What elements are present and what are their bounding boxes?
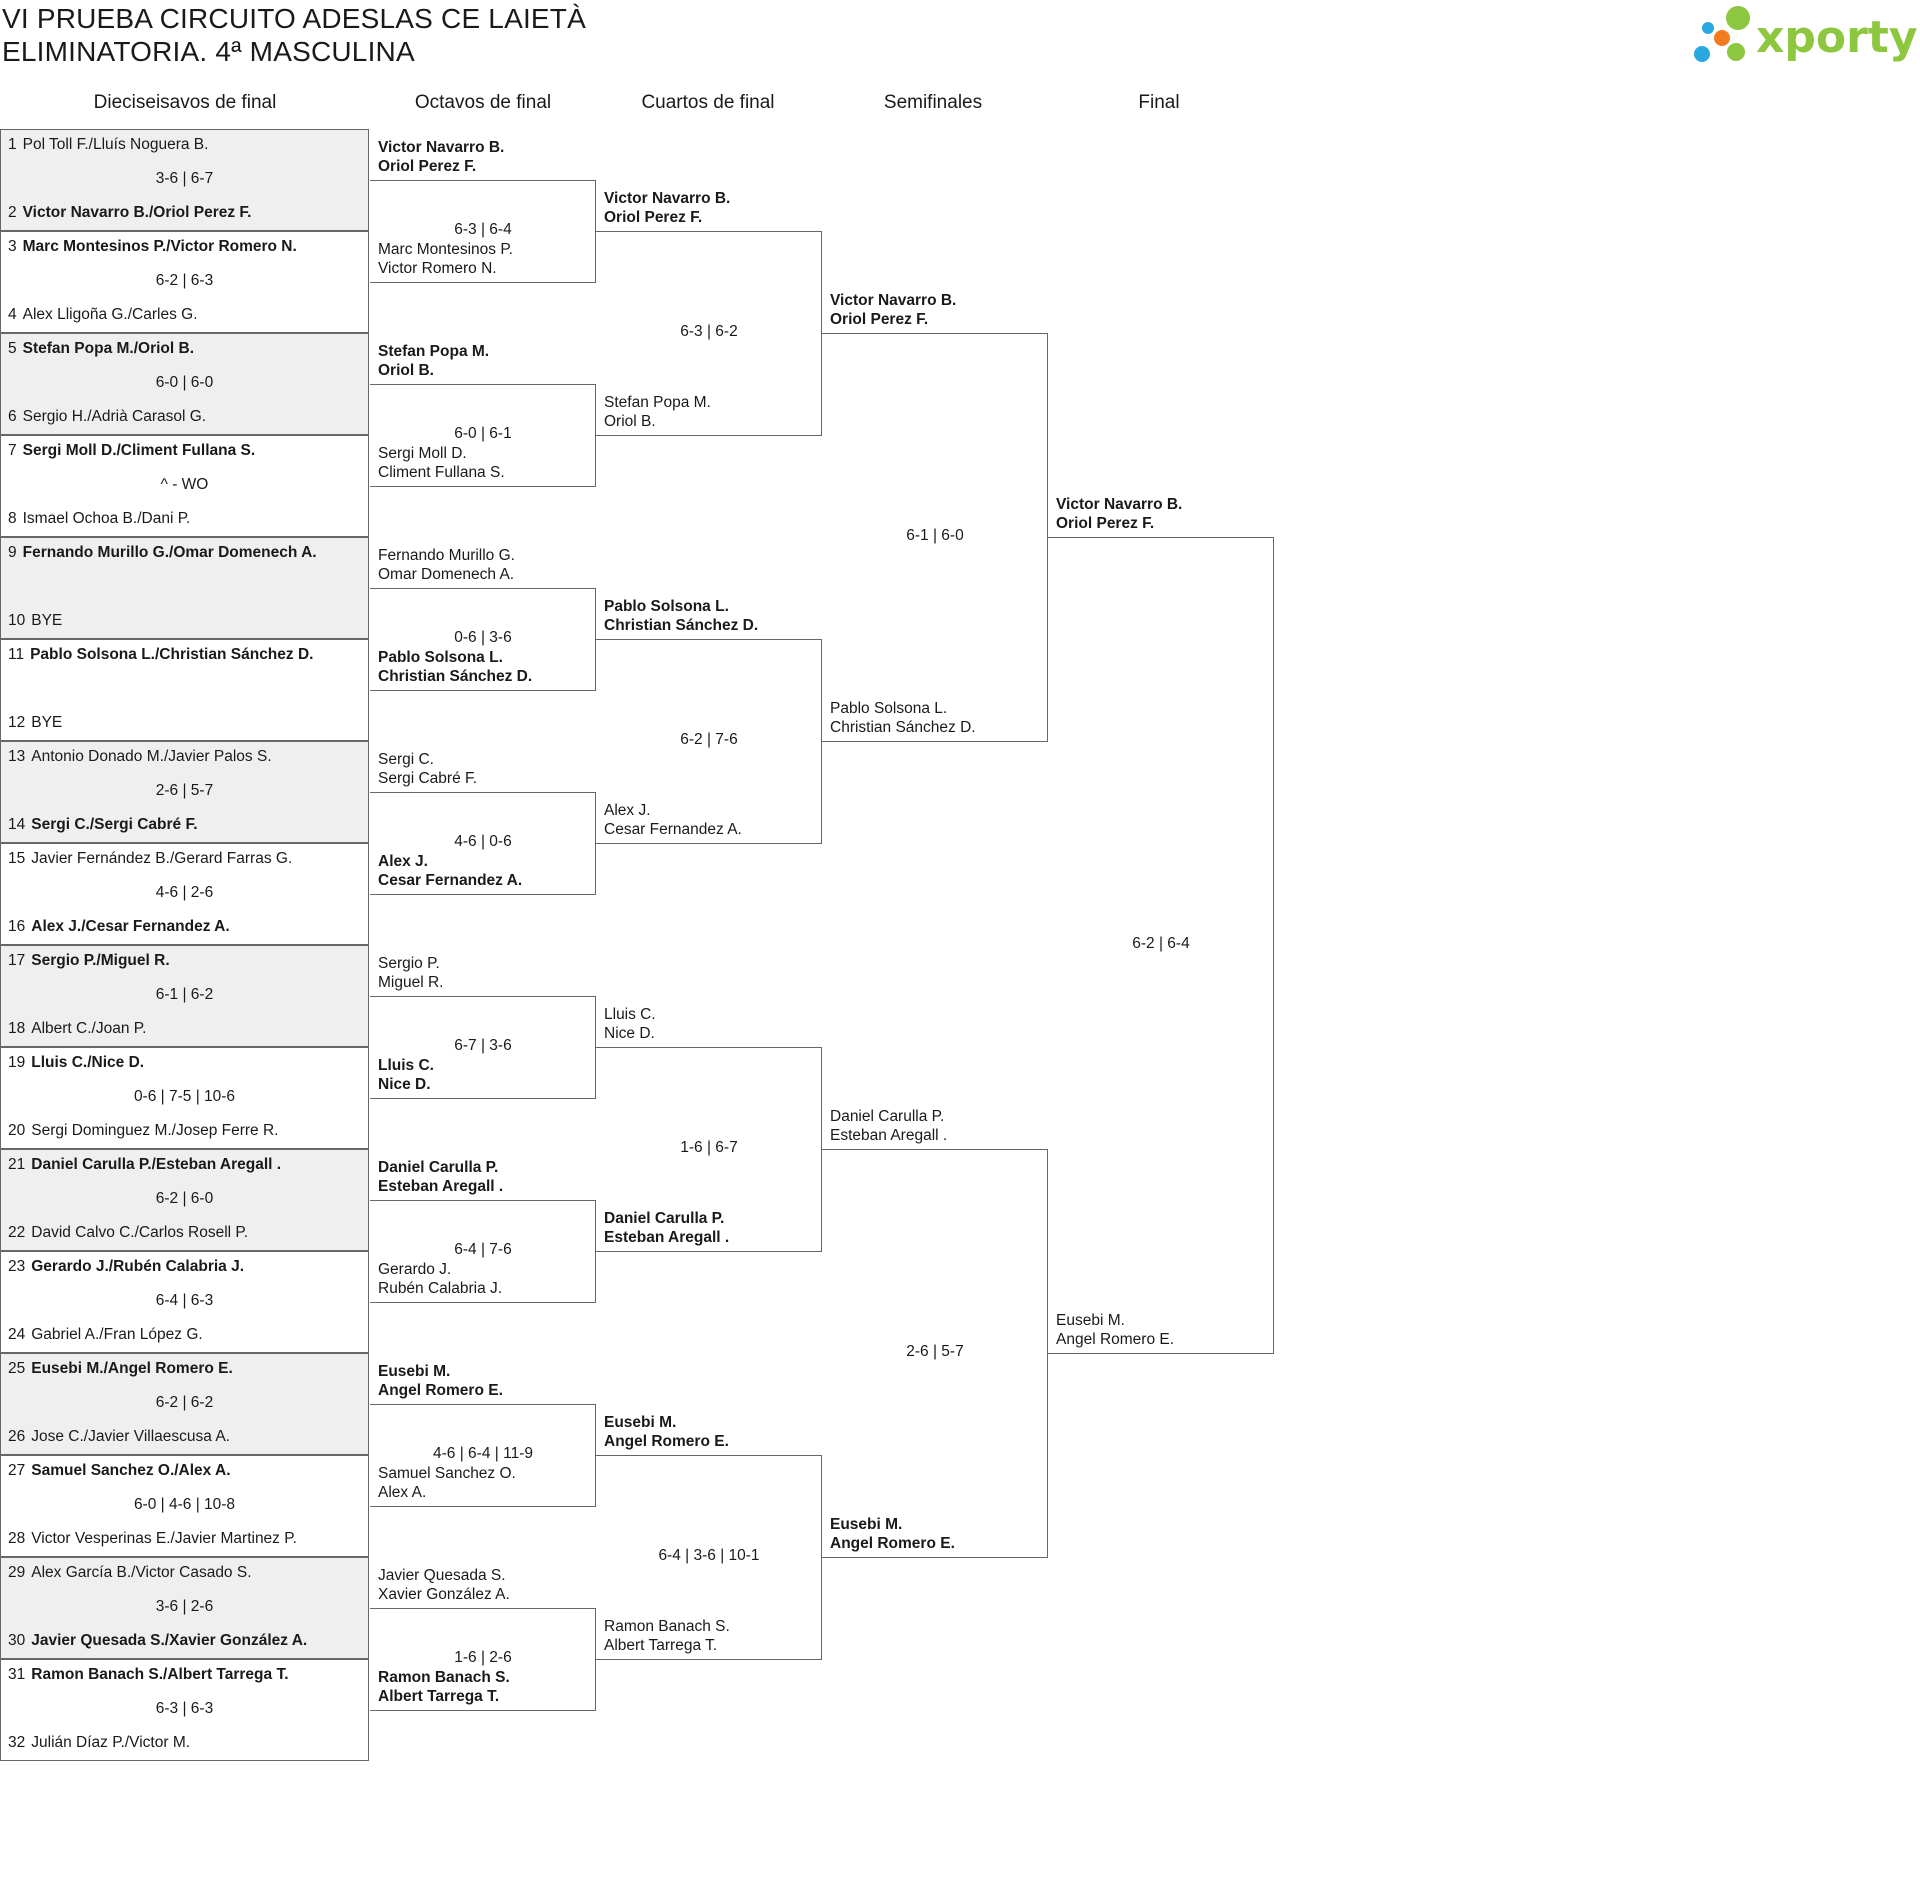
- seed-number: 4: [8, 306, 17, 323]
- team-entry: [8, 238, 297, 256]
- seed-number: 20: [8, 1122, 26, 1139]
- team-entry: [8, 1462, 231, 1480]
- match-score: 6-2 | 6-0: [155, 1190, 214, 1207]
- team-name: Albert C./Joan P.: [31, 1020, 147, 1037]
- team-player: Oriol B.: [604, 413, 656, 430]
- match-score: 6-2 | 6-2: [155, 1394, 214, 1411]
- team-name: Gabriel A./Fran López G.: [31, 1326, 203, 1343]
- team-name: Javier Fernández B./Gerard Farras G.: [31, 850, 293, 867]
- match-box: [0, 1557, 369, 1659]
- team-name: BYE: [31, 714, 63, 731]
- team-player: Angel Romero E.: [604, 1433, 729, 1450]
- team-name: Gerardo J./Rubén Calabria J.: [31, 1258, 245, 1275]
- team-player: Esteban Aregall .: [604, 1229, 730, 1246]
- team-player: Alex J.: [604, 802, 651, 819]
- seed-number: 24: [8, 1326, 26, 1343]
- seed-number: 3: [8, 238, 17, 255]
- team-player: Pablo Solsona L.: [378, 649, 503, 666]
- team-player: Ramon Banach S.: [378, 1669, 510, 1686]
- team-player: Sergi Cabré F.: [378, 770, 478, 787]
- seed-number: 22: [8, 1224, 26, 1241]
- team-name: Julián Díaz P./Victor M.: [31, 1734, 191, 1751]
- team-player: Christian Sánchez D.: [378, 668, 533, 685]
- seed-number: 5: [8, 340, 17, 357]
- match-box: [0, 1149, 369, 1251]
- team-player: Cesar Fernandez A.: [378, 872, 523, 889]
- match-box: [0, 537, 369, 639]
- team-name: Stefan Popa M./Oriol B.: [22, 340, 195, 357]
- match-score: 6-4 | 3-6 | 10-1: [658, 1547, 760, 1564]
- seed-number: 7: [8, 442, 17, 459]
- team-entry: [8, 1122, 278, 1140]
- match-box: [0, 945, 369, 1047]
- team-player: Angel Romero E.: [830, 1535, 955, 1552]
- team-entry: [8, 1156, 281, 1174]
- match-score: 0-6 | 7-5 | 10-6: [133, 1088, 236, 1105]
- team-player: Eusebi M.: [378, 1363, 451, 1380]
- team-name: Marc Montesinos P./Victor Romero N.: [22, 238, 297, 255]
- team-player: Albert Tarrega T.: [604, 1637, 718, 1654]
- seed-number: 10: [8, 612, 26, 629]
- team-player: Omar Domenech A.: [378, 566, 515, 583]
- team-entry: [8, 850, 292, 868]
- match-score: 0-6 | 3-6: [454, 629, 512, 646]
- team-player: Climent Fullana S.: [378, 464, 505, 481]
- team-player: Sergi C.: [378, 751, 434, 768]
- match-score: 6-7 | 3-6: [454, 1037, 512, 1054]
- seed-number: 27: [8, 1462, 26, 1479]
- seed-number: 9: [8, 544, 17, 561]
- team-name: Sergio H./Adrià Carasol G.: [22, 408, 207, 425]
- round-header: Dieciseisavos de final: [93, 92, 277, 113]
- seed-number: 15: [8, 850, 26, 867]
- seed-number: 21: [8, 1156, 26, 1173]
- team-entry: [8, 748, 272, 766]
- team-player: Victor Navarro B.: [378, 139, 505, 156]
- team-player: Stefan Popa M.: [604, 394, 711, 411]
- team-player: Pablo Solsona L.: [604, 598, 729, 615]
- match-score: 4-6 | 6-4 | 11-9: [433, 1445, 533, 1462]
- seed-number: 32: [8, 1734, 26, 1751]
- team-name: Sergi C./Sergi Cabré F.: [31, 816, 198, 833]
- seed-number: 28: [8, 1530, 26, 1547]
- match-score: 6-4 | 7-6: [454, 1241, 512, 1258]
- team-player: Angel Romero E.: [1056, 1331, 1175, 1348]
- match-box: [0, 1659, 369, 1761]
- team-player: Victor Navarro B.: [1056, 496, 1183, 513]
- team-name: Daniel Carulla P./Esteban Aregall .: [31, 1156, 282, 1173]
- xporty-logo-graphic: [1690, 2, 1920, 74]
- match-box: [0, 231, 369, 333]
- match-score: 6-2 | 7-6: [680, 731, 738, 748]
- team-name: Javier Quesada S./Xavier González A.: [31, 1632, 308, 1649]
- match-box: [0, 1455, 369, 1557]
- round-header: Octavos de final: [414, 92, 552, 113]
- team-name: Fernando Murillo G./Omar Domenech A.: [22, 544, 317, 561]
- team-name: Sergio P./Miguel R.: [31, 952, 170, 969]
- match-score: 6-2 | 6-4: [1132, 935, 1190, 952]
- team-entry: [8, 646, 313, 664]
- team-name: Alex García B./Victor Casado S.: [31, 1564, 252, 1581]
- team-entry: [8, 1360, 233, 1378]
- team-entry: [8, 1054, 144, 1072]
- team-name: Pablo Solsona L./Christian Sánchez D.: [30, 646, 314, 663]
- team-entry: [8, 1564, 252, 1582]
- team-player: Javier Quesada S.: [378, 1567, 506, 1584]
- team-entry: [8, 204, 251, 222]
- team-entry: [8, 612, 62, 630]
- team-entry: [8, 340, 194, 358]
- team-entry: [8, 1258, 244, 1276]
- team-name: BYE: [31, 612, 63, 629]
- seed-number: 2: [8, 204, 17, 221]
- team-player: Albert Tarrega T.: [378, 1688, 500, 1705]
- team-entry: [8, 1530, 297, 1548]
- match-score: ^ - WO: [160, 476, 209, 493]
- team-player: Sergi Moll D.: [378, 445, 467, 462]
- team-player: Esteban Aregall .: [378, 1178, 504, 1195]
- team-player: Marc Montesinos P.: [378, 241, 513, 258]
- team-entry: [8, 136, 208, 154]
- seed-number: 14: [8, 816, 26, 833]
- team-player: Miguel R.: [378, 974, 444, 991]
- team-name: Ramon Banach S./Albert Tarrega T.: [31, 1666, 289, 1683]
- team-player: Cesar Fernandez A.: [604, 821, 742, 838]
- match-box: [0, 1353, 369, 1455]
- team-name: Victor Vesperinas E./Javier Martinez P.: [31, 1530, 297, 1547]
- team-entry: [8, 442, 255, 460]
- title-line-2: ELIMINATORIA. 4ª MASCULINA: [2, 36, 415, 67]
- team-name: Sergi Moll D./Climent Fullana S.: [22, 442, 256, 459]
- xporty-logo: [1690, 2, 1920, 74]
- team-player: Angel Romero E.: [378, 1382, 503, 1399]
- team-player: Lluis C.: [604, 1006, 656, 1023]
- team-name: Sergi Dominguez M./Josep Ferre R.: [31, 1122, 279, 1139]
- seed-number: 25: [8, 1360, 26, 1377]
- team-player: Daniel Carulla P.: [378, 1159, 499, 1176]
- match-score: 4-6 | 0-6: [454, 833, 512, 850]
- team-entry: [8, 544, 317, 562]
- team-name: Alex Lligoña G./Carles G.: [22, 306, 198, 323]
- match-score: 3-6 | 6-7: [155, 170, 214, 187]
- team-entry: [8, 714, 62, 732]
- seed-number: 31: [8, 1666, 26, 1683]
- match-score: 6-3 | 6-3: [155, 1700, 214, 1717]
- seed-number: 26: [8, 1428, 26, 1445]
- team-player: Eusebi M.: [604, 1414, 677, 1431]
- match-score: 1-6 | 2-6: [454, 1649, 512, 1666]
- team-player: Eusebi M.: [830, 1516, 903, 1533]
- team-player: Nice D.: [604, 1025, 655, 1042]
- match-box: [0, 333, 369, 435]
- match-box: [0, 639, 369, 741]
- team-player: Oriol Perez F.: [604, 209, 703, 226]
- team-name: Ismael Ochoa B./Dani P.: [22, 510, 191, 527]
- match-score: 6-0 | 4-6 | 10-8: [133, 1496, 236, 1513]
- seed-number: 17: [8, 952, 26, 969]
- team-entry: [8, 1020, 146, 1038]
- team-player: Stefan Popa M.: [378, 343, 490, 360]
- team-entry: [8, 1224, 248, 1242]
- team-name: Eusebi M./Angel Romero E.: [31, 1360, 233, 1377]
- round-header: Semifinales: [883, 92, 983, 113]
- team-player: Pablo Solsona L.: [830, 700, 948, 717]
- match-box: [0, 1251, 369, 1353]
- team-name: Alex J./Cesar Fernandez A.: [31, 918, 230, 935]
- team-player: Oriol Perez F.: [378, 158, 477, 175]
- match-score: 1-6 | 6-7: [680, 1139, 738, 1156]
- match-score: 6-4 | 6-3: [155, 1292, 214, 1309]
- seed-number: 18: [8, 1020, 26, 1037]
- team-entry: [8, 1326, 203, 1344]
- match-box: [0, 1047, 369, 1149]
- team-player: Xavier González A.: [378, 1586, 510, 1603]
- team-entry: [8, 918, 230, 936]
- seed-number: 1: [8, 136, 17, 153]
- match-box: [0, 435, 369, 537]
- team-player: Daniel Carulla P.: [604, 1210, 725, 1227]
- team-player: Victor Romero N.: [378, 260, 497, 277]
- team-entry: [8, 1632, 307, 1650]
- match-score: 6-2 | 6-3: [155, 272, 214, 289]
- seed-number: 6: [8, 408, 17, 425]
- team-name: Antonio Donado M./Javier Palos S.: [31, 748, 272, 765]
- team-entry: [8, 1734, 190, 1752]
- match-box: [0, 129, 369, 231]
- seed-number: 12: [8, 714, 26, 731]
- match-score: 3-6 | 2-6: [155, 1598, 214, 1615]
- team-player: Lluis C.: [378, 1057, 434, 1074]
- team-player: Daniel Carulla P.: [830, 1108, 945, 1125]
- seed-number: 11: [8, 646, 25, 663]
- team-name: Samuel Sanchez O./Alex A.: [31, 1462, 231, 1479]
- team-player: Ramon Banach S.: [604, 1618, 730, 1635]
- team-entry: [8, 952, 170, 970]
- team-player: Fernando Murillo G.: [378, 547, 515, 564]
- team-entry: [8, 306, 198, 324]
- match-score: 4-6 | 2-6: [155, 884, 214, 901]
- team-name: Lluis C./Nice D.: [31, 1054, 145, 1071]
- team-player: Samuel Sanchez O.: [378, 1465, 516, 1482]
- team-entry: [8, 510, 190, 528]
- team-entry: [8, 816, 198, 834]
- seed-number: 8: [8, 510, 17, 527]
- match-box: [0, 741, 369, 843]
- team-player: Victor Navarro B.: [830, 292, 957, 309]
- match-score: 2-6 | 5-7: [155, 782, 214, 799]
- team-name: Jose C./Javier Villaescusa A.: [31, 1428, 230, 1445]
- match-box: [0, 843, 369, 945]
- team-player: Christian Sánchez D.: [830, 719, 976, 736]
- team-player: Gerardo J.: [378, 1261, 452, 1278]
- seed-number: 23: [8, 1258, 26, 1275]
- round-header: Final: [1138, 92, 1180, 113]
- page-title: [2, 2, 586, 68]
- seed-number: 16: [8, 918, 26, 935]
- team-player: Christian Sánchez D.: [604, 617, 759, 634]
- team-player: Nice D.: [378, 1076, 431, 1093]
- team-entry: [8, 1666, 289, 1684]
- team-player: Rubén Calabria J.: [378, 1280, 503, 1297]
- team-player: Alex J.: [378, 853, 428, 870]
- match-score: 2-6 | 5-7: [906, 1343, 964, 1360]
- team-player: Oriol Perez F.: [1056, 515, 1155, 532]
- seed-number: 13: [8, 748, 26, 765]
- match-score: 6-3 | 6-4: [454, 221, 512, 238]
- match-score: 6-1 | 6-2: [155, 986, 214, 1003]
- team-player: Oriol B.: [378, 362, 434, 379]
- seed-number: 30: [8, 1632, 26, 1649]
- team-player: Eusebi M.: [1056, 1312, 1125, 1329]
- team-player: Victor Navarro B.: [604, 190, 731, 207]
- team-name: Pol Toll F./Lluís Noguera B.: [22, 136, 209, 153]
- match-score: 6-1 | 6-0: [906, 527, 964, 544]
- team-entry: [8, 1428, 230, 1446]
- match-score: 6-0 | 6-0: [155, 374, 214, 391]
- team-name: Victor Navarro B./Oriol Perez F.: [22, 204, 252, 221]
- logo-wordmark: xporty: [1756, 12, 1918, 63]
- seed-number: 19: [8, 1054, 26, 1071]
- match-score: 6-3 | 6-2: [680, 323, 738, 340]
- team-player: Alex A.: [378, 1484, 427, 1501]
- team-name: David Calvo C./Carlos Rosell P.: [31, 1224, 249, 1241]
- team-player: Oriol Perez F.: [830, 311, 929, 328]
- seed-number: 29: [8, 1564, 26, 1581]
- title-line-1: VI PRUEBA CIRCUITO ADESLAS CE LAIETÀ: [2, 3, 586, 34]
- round-header: Cuartos de final: [641, 92, 775, 113]
- team-entry: [8, 408, 206, 426]
- team-player: Esteban Aregall .: [830, 1127, 948, 1144]
- match-score: 6-0 | 6-1: [454, 425, 512, 442]
- team-player: Sergio P.: [378, 955, 440, 972]
